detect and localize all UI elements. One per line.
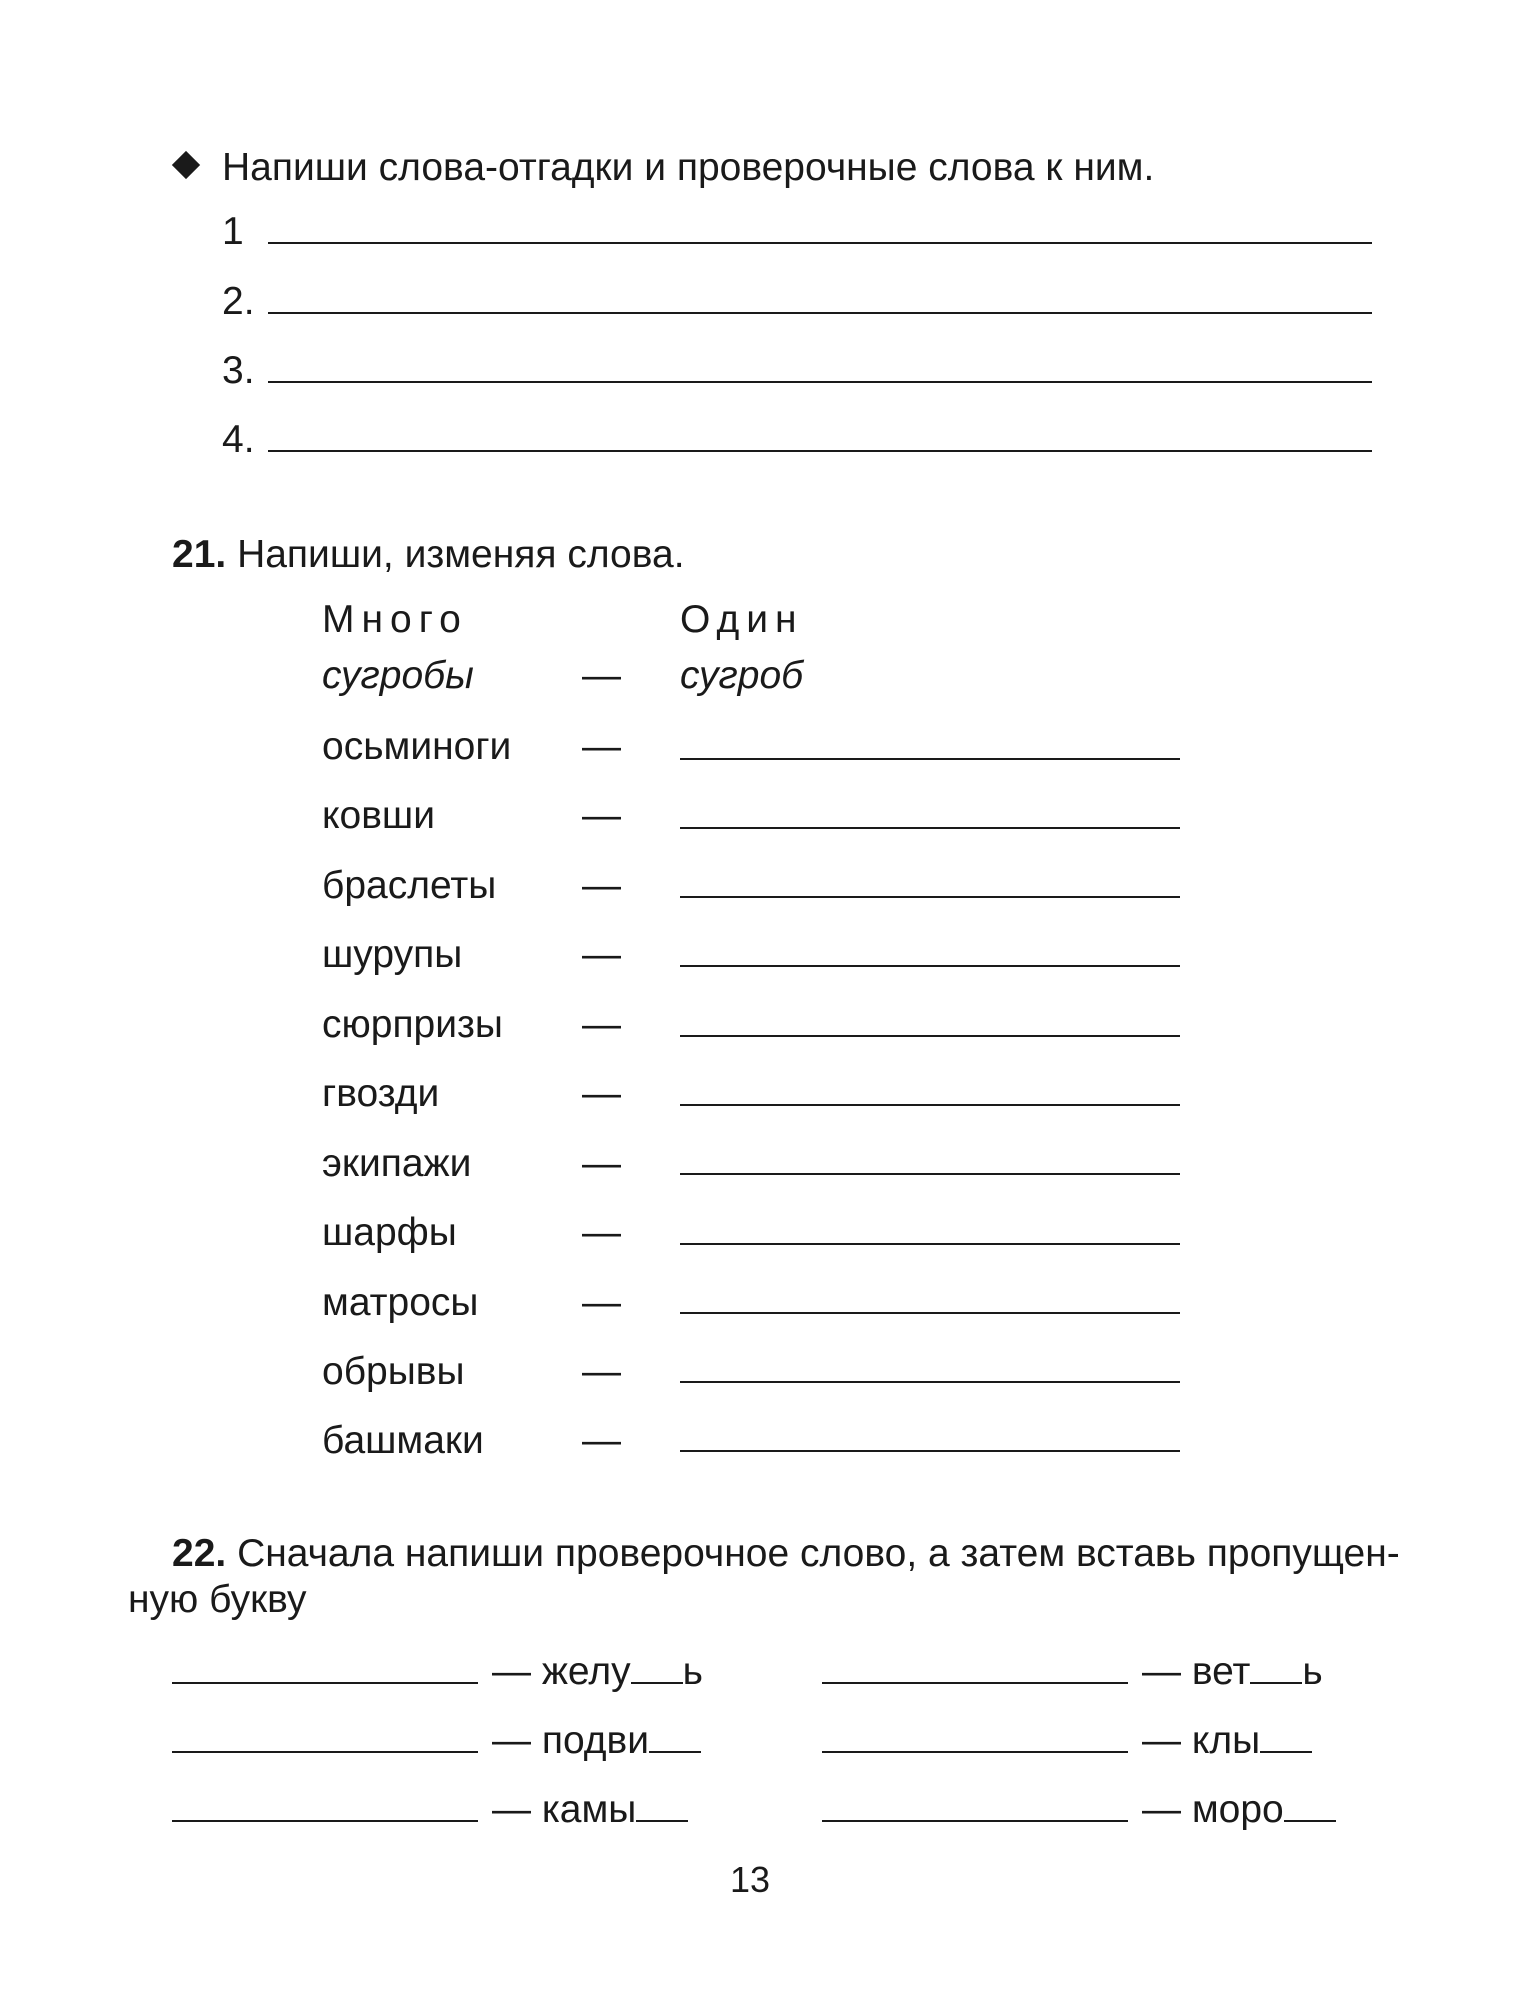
- word-many: осьминоги: [322, 725, 512, 768]
- answer-line-number: 3.: [222, 349, 255, 392]
- check-word-blank[interactable]: [172, 1751, 478, 1753]
- word-dash: —: [582, 1072, 621, 1115]
- word-many: браслеты: [322, 864, 497, 907]
- word-many: сюрпризы: [322, 1003, 503, 1046]
- check-word-blank[interactable]: [172, 1682, 478, 1684]
- answer-blank[interactable]: [680, 1312, 1180, 1314]
- riddle-instruction: Напиши слова-отгадки и проверочные слова к ним.: [222, 146, 1155, 189]
- word-dash: —: [582, 1003, 621, 1046]
- answer-blank[interactable]: [680, 896, 1180, 898]
- word-many: матросы: [322, 1281, 479, 1324]
- word-dash: —: [582, 725, 621, 768]
- word-many: гвозди: [322, 1072, 440, 1115]
- word-many: ковши: [322, 794, 435, 837]
- answer-blank[interactable]: [680, 1173, 1180, 1175]
- answer-blank[interactable]: [680, 1243, 1180, 1245]
- word-with-gap: [1142, 1790, 1336, 1829]
- example-many: сугробы: [322, 654, 474, 697]
- word-suffix: ь: [682, 1650, 703, 1693]
- word-with-gap: [492, 1652, 703, 1691]
- answer-line-number: 4.: [222, 418, 255, 461]
- column-header-one: Один: [680, 598, 804, 641]
- word-with-gap: [492, 1721, 701, 1760]
- word-text: — клы: [1142, 1719, 1261, 1762]
- word-with-gap: [492, 1790, 688, 1829]
- answer-line[interactable]: [268, 450, 1372, 452]
- answer-blank[interactable]: [680, 1035, 1180, 1037]
- word-dash: —: [582, 933, 621, 976]
- task-instruction-line1: Сначала напиши проверочное слово, а затем вставь пропущен-: [237, 1532, 1400, 1575]
- word-with-gap: [1142, 1721, 1312, 1760]
- letter-gap[interactable]: [1284, 1790, 1336, 1822]
- word-many: шурупы: [322, 933, 463, 976]
- answer-blank[interactable]: [680, 827, 1180, 829]
- answer-line[interactable]: [268, 381, 1372, 383]
- word-text: — камы: [492, 1788, 637, 1831]
- word-dash: —: [582, 1281, 621, 1324]
- word-dash: —: [582, 1211, 621, 1254]
- answer-blank[interactable]: [680, 1381, 1180, 1383]
- diamond-bullet-icon: [172, 151, 200, 179]
- word-text: — моро: [1142, 1788, 1284, 1831]
- word-with-gap: [1142, 1652, 1323, 1691]
- task-21-heading: [172, 535, 685, 574]
- word-dash: —: [582, 1350, 621, 1393]
- answer-blank[interactable]: [680, 758, 1180, 760]
- word-text: — подви: [492, 1719, 650, 1762]
- answer-blank[interactable]: [680, 1104, 1180, 1106]
- answer-line-number: 1: [222, 210, 244, 253]
- task-instruction-line2: ную букву: [128, 1578, 307, 1621]
- answer-line[interactable]: [268, 312, 1372, 314]
- task-instruction: Напиши, изменяя слова.: [237, 533, 685, 576]
- word-dash: —: [582, 864, 621, 907]
- example-one: сугроб: [680, 654, 804, 697]
- letter-gap[interactable]: [631, 1652, 683, 1684]
- word-many: башмаки: [322, 1419, 484, 1462]
- word-many: шарфы: [322, 1211, 457, 1254]
- task-22-heading: [172, 1534, 1400, 1573]
- letter-gap[interactable]: [649, 1721, 701, 1753]
- letter-gap[interactable]: [636, 1790, 688, 1822]
- word-dash: —: [582, 794, 621, 837]
- word-text: — желу: [492, 1650, 631, 1693]
- answer-line-number: 2.: [222, 280, 255, 323]
- page-number: 13: [730, 1859, 771, 1900]
- example-dash: —: [582, 654, 621, 697]
- letter-gap[interactable]: [1250, 1652, 1302, 1684]
- task-number: 21.: [172, 533, 227, 576]
- check-word-blank[interactable]: [172, 1820, 478, 1822]
- check-word-blank[interactable]: [822, 1682, 1128, 1684]
- word-many: экипажи: [322, 1142, 472, 1185]
- answer-blank[interactable]: [680, 965, 1180, 967]
- answer-blank[interactable]: [680, 1450, 1180, 1452]
- word-many: обрывы: [322, 1350, 465, 1393]
- letter-gap[interactable]: [1260, 1721, 1312, 1753]
- word-suffix: ь: [1302, 1650, 1323, 1693]
- word-text: — вет: [1142, 1650, 1251, 1693]
- task-number: 22.: [172, 1532, 227, 1575]
- answer-line[interactable]: [268, 242, 1372, 244]
- word-dash: —: [582, 1142, 621, 1185]
- column-header-many: Много: [322, 598, 468, 641]
- check-word-blank[interactable]: [822, 1751, 1128, 1753]
- check-word-blank[interactable]: [822, 1820, 1128, 1822]
- word-dash: —: [582, 1419, 621, 1462]
